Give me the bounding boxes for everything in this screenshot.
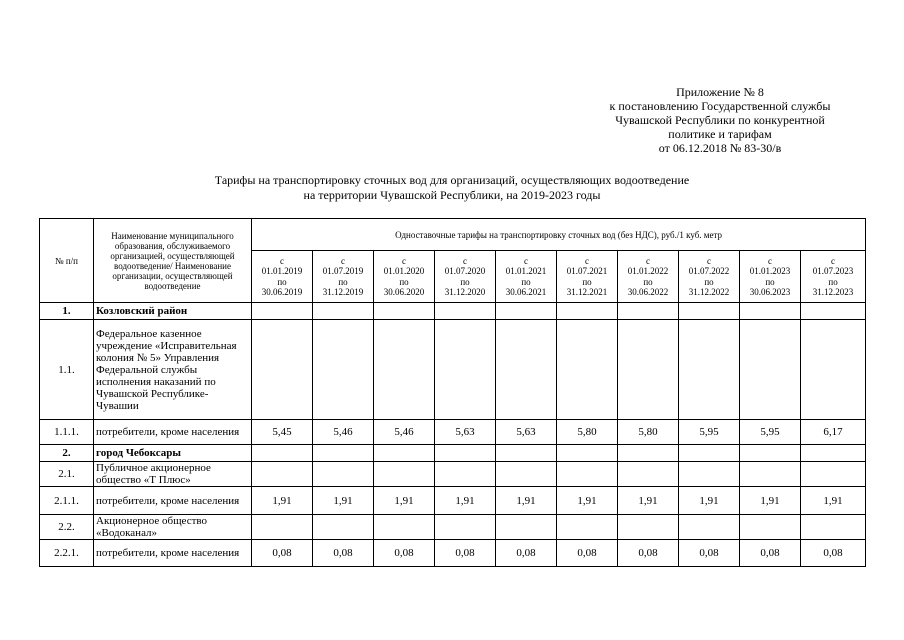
table-row [40, 515, 866, 540]
period-to-label: по [828, 276, 838, 287]
table-row [40, 320, 866, 420]
tariff-value [313, 462, 374, 487]
period-to-label: по [643, 276, 653, 287]
period-from-label: с [280, 255, 284, 266]
tariff-value [679, 320, 740, 420]
period-header [435, 251, 496, 303]
tariff-value [557, 320, 618, 420]
row-number: 1.1.1. [40, 420, 94, 445]
period-to: 31.12.2021 [566, 287, 608, 297]
tariff-value [252, 462, 313, 487]
period-to-label: по [399, 276, 409, 287]
tariff-value [252, 445, 313, 462]
tariff-value: 1,91 [618, 487, 679, 515]
period-from-label: с [524, 255, 528, 266]
period-from-label: с [768, 255, 772, 266]
appendix-header [560, 85, 880, 155]
header-tariff: Одноставочные тарифы на транспортировку сточных вод (без НДС), руб./1 куб. метр [252, 219, 866, 251]
appendix-line: Приложение № 8 [676, 85, 764, 99]
period-from-label: с [341, 255, 345, 266]
appendix-line: от 06.12.2018 № 83-30/в [658, 141, 782, 155]
period-from: 01.07.2023 [812, 266, 854, 276]
row-name: потребители, кроме населения [94, 487, 252, 515]
period-to-label: по [460, 276, 470, 287]
tariff-value [801, 303, 866, 320]
period-header [679, 251, 740, 303]
tariff-value [679, 515, 740, 540]
tariff-value [496, 303, 557, 320]
row-number: 1.1. [40, 320, 94, 420]
tariff-value [740, 303, 801, 320]
period-to: 30.06.2021 [505, 287, 547, 297]
tariff-value [618, 462, 679, 487]
tariff-value [374, 515, 435, 540]
period-to-label: по [704, 276, 714, 287]
row-number: 2.1. [40, 462, 94, 487]
tariff-value: 1,91 [679, 487, 740, 515]
period-header [801, 251, 866, 303]
row-number: 2. [40, 445, 94, 462]
period-from: 01.01.2020 [383, 266, 425, 276]
period-from-label: с [463, 255, 467, 266]
period-from-label: с [831, 255, 836, 266]
row-number: 2.2. [40, 515, 94, 540]
tariff-value: 5,95 [740, 420, 801, 445]
row-name: город Чебоксары [94, 445, 252, 462]
row-name: Федеральное казенное учреждение «Исправительная колония № 5» Управления Федеральной службы исполнения наказаний по Чувашской Республике-Чувашии [94, 320, 252, 420]
row-name: Публичное акционерное общество «Т Плюс» [94, 462, 252, 487]
tariff-value: 5,95 [679, 420, 740, 445]
tariff-value: 0,08 [252, 540, 313, 567]
tariff-value: 1,91 [801, 487, 866, 515]
appendix-line: политике и тарифам [668, 127, 772, 141]
tariff-value [557, 515, 618, 540]
table-row [40, 462, 866, 487]
tariff-value: 0,08 [313, 540, 374, 567]
header-num: № п/п [40, 219, 94, 303]
period-header [252, 251, 313, 303]
title-line-1: Тарифы на транспортировку сточных вод для организаций, осуществляющих водоотведение [214, 173, 690, 187]
table-row [40, 487, 866, 515]
tariff-value [618, 320, 679, 420]
header-row [40, 219, 866, 251]
tariff-value [435, 462, 496, 487]
tariff-value [496, 320, 557, 420]
period-from: 01.01.2021 [505, 266, 547, 276]
period-to-label: по [582, 276, 592, 287]
tariff-value [496, 515, 557, 540]
period-to-label: по [277, 276, 287, 287]
tariff-value [557, 303, 618, 320]
tariff-value [618, 445, 679, 462]
tariff-value: 0,08 [801, 540, 866, 567]
tariff-value [496, 462, 557, 487]
period-header [557, 251, 618, 303]
period-to: 31.12.2019 [322, 287, 364, 297]
row-name: Акционерное общество «Водоканал» [94, 515, 252, 540]
tariff-value [679, 303, 740, 320]
period-from: 01.01.2022 [627, 266, 669, 276]
period-from-label: с [707, 255, 711, 266]
tariff-value: 5,63 [496, 420, 557, 445]
tariff-value [679, 462, 740, 487]
tariff-value [740, 445, 801, 462]
period-to: 30.06.2020 [383, 287, 425, 297]
period-to: 30.06.2022 [627, 287, 669, 297]
row-name: потребители, кроме населения [94, 540, 252, 567]
period-from: 01.01.2023 [749, 266, 791, 276]
tariff-value: 0,08 [740, 540, 801, 567]
tariff-value [435, 320, 496, 420]
tariff-value: 1,91 [374, 487, 435, 515]
section-row [40, 303, 866, 320]
tariff-value [252, 303, 313, 320]
tariff-value [435, 515, 496, 540]
period-from: 01.01.2019 [261, 266, 303, 276]
tariff-value: 5,46 [313, 420, 374, 445]
tariff-value: 0,08 [435, 540, 496, 567]
tariff-value: 1,91 [496, 487, 557, 515]
row-number: 2.2.1. [40, 540, 94, 567]
tariff-value [557, 445, 618, 462]
period-header [374, 251, 435, 303]
tariff-value: 1,91 [740, 487, 801, 515]
period-from: 01.07.2022 [688, 266, 730, 276]
row-name: Козловский район [94, 303, 252, 320]
tariff-value [374, 303, 435, 320]
tariff-value [740, 515, 801, 540]
tariff-value [313, 320, 374, 420]
tariff-value: 5,46 [374, 420, 435, 445]
period-to: 30.06.2019 [261, 287, 303, 297]
tariff-value [557, 462, 618, 487]
document-title [140, 173, 764, 203]
tariff-value [435, 303, 496, 320]
period-from: 01.07.2020 [444, 266, 486, 276]
tariff-value [740, 462, 801, 487]
tariff-value [313, 515, 374, 540]
tariff-value [801, 515, 866, 540]
tariff-value [618, 515, 679, 540]
period-to: 31.12.2022 [688, 287, 730, 297]
period-header [740, 251, 801, 303]
period-from-label: с [646, 255, 650, 266]
period-to-label: по [521, 276, 531, 287]
tariff-value: 1,91 [435, 487, 496, 515]
tariff-value: 5,80 [557, 420, 618, 445]
tariff-value: 0,08 [374, 540, 435, 567]
tariff-value [374, 445, 435, 462]
tariff-value [801, 462, 866, 487]
tariff-value [435, 445, 496, 462]
period-from: 01.07.2021 [566, 266, 608, 276]
tariff-value [252, 515, 313, 540]
period-from-label: с [402, 255, 406, 266]
tariff-value [801, 320, 866, 420]
tariff-value: 0,08 [557, 540, 618, 567]
tariff-value [374, 320, 435, 420]
tariff-value: 5,63 [435, 420, 496, 445]
tariff-value: 1,91 [557, 487, 618, 515]
tariff-table [39, 218, 866, 567]
tariff-value [801, 445, 866, 462]
period-header [313, 251, 374, 303]
period-from: 01.07.2019 [322, 266, 364, 276]
table-row [40, 420, 866, 445]
tariff-value [740, 320, 801, 420]
period-header [496, 251, 557, 303]
tariff-value [313, 303, 374, 320]
tariff-value: 5,80 [618, 420, 679, 445]
period-to: 30.06.2023 [749, 287, 791, 297]
table-row [40, 540, 866, 567]
row-name: потребители, кроме населения [94, 420, 252, 445]
tariff-value: 1,91 [252, 487, 313, 515]
tariff-value [252, 320, 313, 420]
section-row [40, 445, 866, 462]
period-from-label: с [585, 255, 589, 266]
tariff-value: 0,08 [679, 540, 740, 567]
tariff-value [313, 445, 374, 462]
row-number: 2.1.1. [40, 487, 94, 515]
period-to-label: по [765, 276, 775, 287]
period-to: 31.12.2020 [444, 287, 486, 297]
header-name: Наименование муниципального образования, обслуживаемого организацией, осуществляющей водоотведение/ Наименование организации, осуществляющей водоотведение [94, 219, 252, 303]
tariff-value [374, 462, 435, 487]
tariff-value: 1,91 [313, 487, 374, 515]
tariff-value: 5,45 [252, 420, 313, 445]
title-line-2: на территории Чувашской Республики, на 2019-2023 годы [303, 188, 601, 202]
appendix-line: Чувашской Республики по конкурентной [615, 113, 825, 127]
period-header [618, 251, 679, 303]
tariff-value: 0,08 [496, 540, 557, 567]
row-number: 1. [40, 303, 94, 320]
appendix-line: к постановлению Государственной службы [609, 99, 831, 113]
tariff-value [618, 303, 679, 320]
tariff-value [496, 445, 557, 462]
period-to-label: по [338, 276, 348, 287]
period-to: 31.12.2023 [812, 287, 854, 297]
tariff-value: 0,08 [618, 540, 679, 567]
tariff-value: 6,17 [801, 420, 866, 445]
tariff-value [679, 445, 740, 462]
